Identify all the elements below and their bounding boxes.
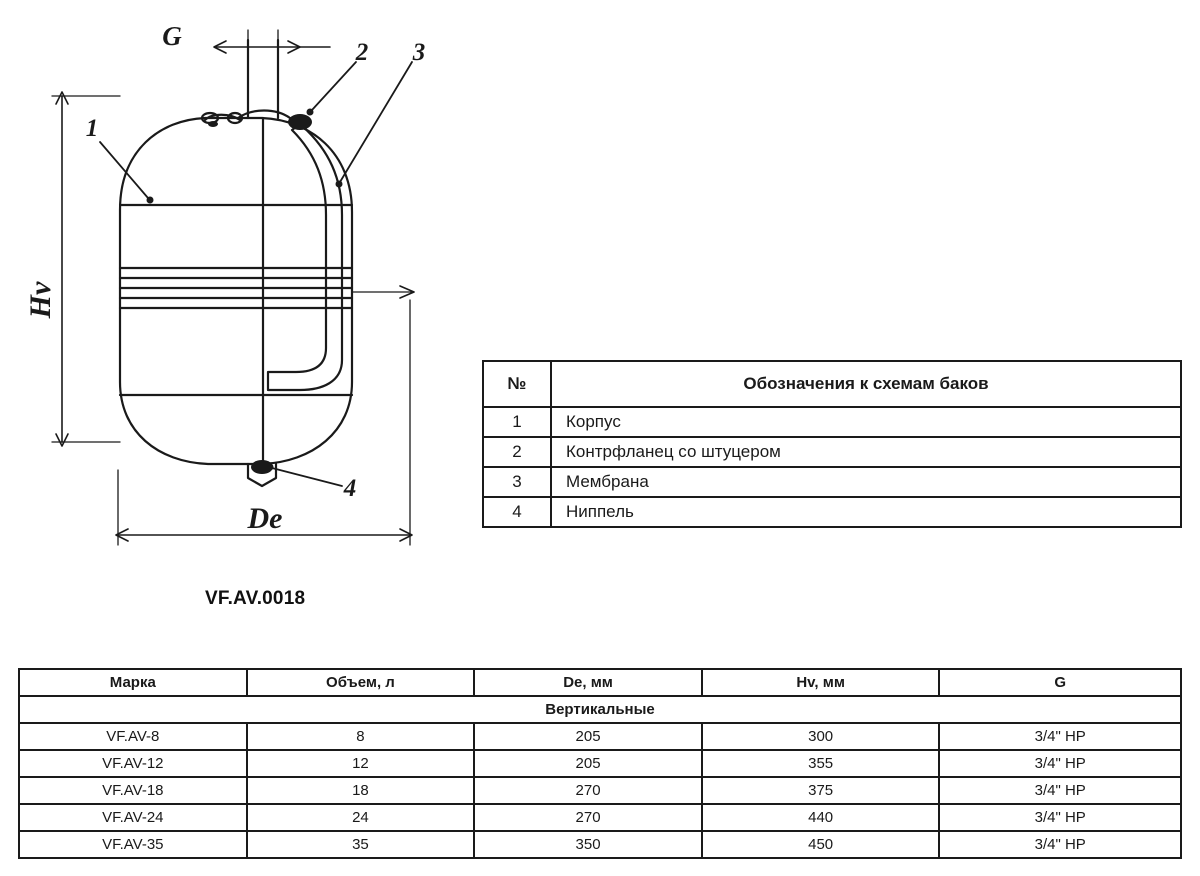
spec-cell-g: 3/4" НР [939, 723, 1181, 750]
callout-2-leader [312, 62, 356, 110]
callout-1-leader [100, 142, 148, 198]
legend-cell-number: 4 [483, 497, 551, 527]
callout-number-1: 1 [85, 115, 99, 142]
spec-cell-volume: 12 [247, 750, 475, 777]
callout-2-dot [307, 109, 314, 116]
spec-cell-mark: VF.AV-24 [19, 804, 247, 831]
table-row [19, 804, 1181, 831]
spec-cell-de: 270 [474, 777, 702, 804]
spec-header-hv: Hv, мм [702, 669, 940, 696]
top-flange-cap [238, 111, 290, 119]
spec-cell-hv: 375 [702, 777, 940, 804]
legend-cell-description: Мембрана [551, 467, 1181, 497]
spec-cell-hv: 300 [702, 723, 940, 750]
spec-cell-volume: 8 [247, 723, 475, 750]
callout-1-dot [147, 197, 154, 204]
spec-cell-g: 3/4" НР [939, 831, 1181, 858]
spec-cell-volume: 35 [247, 831, 475, 858]
spec-cell-volume: 18 [247, 777, 475, 804]
legend-header-row [483, 361, 1181, 407]
callout-number-2: 2 [355, 39, 369, 66]
table-row [483, 467, 1181, 497]
spec-cell-g: 3/4" НР [939, 804, 1181, 831]
table-row [483, 437, 1181, 467]
model-code-label: VF.AV.0018 [205, 588, 306, 609]
top-nozzle-pipe [248, 40, 278, 118]
legend-header-number: № [483, 361, 551, 407]
legend-header-description: Обозначения к схемам баков [551, 361, 1181, 407]
callout-4-dot [267, 464, 274, 471]
dimension-label-hv: Hv [24, 281, 57, 319]
spec-cell-g: 3/4" НР [939, 777, 1181, 804]
spec-section-row [19, 696, 1181, 723]
spec-cell-mark: VF.AV-8 [19, 723, 247, 750]
top-flange-seal [288, 114, 312, 130]
spec-cell-mark: VF.AV-12 [19, 750, 247, 777]
spec-cell-hv: 450 [702, 831, 940, 858]
tank-technical-drawing [0, 0, 470, 580]
callout-4-leader [272, 468, 342, 486]
spec-header-de: De, мм [474, 669, 702, 696]
spec-cell-mark: VF.AV-18 [19, 777, 247, 804]
spec-cell-volume: 24 [247, 804, 475, 831]
legend-cell-number: 1 [483, 407, 551, 437]
dimension-label-g: G [162, 21, 182, 51]
spec-header-g: G [939, 669, 1181, 696]
dimension-label-de: De [247, 502, 283, 535]
legend-cell-number: 3 [483, 467, 551, 497]
table-row [483, 407, 1181, 437]
spec-cell-de: 205 [474, 723, 702, 750]
legend-cell-number: 2 [483, 437, 551, 467]
spec-header-volume: Объем, л [247, 669, 475, 696]
spec-cell-de: 270 [474, 804, 702, 831]
spec-header-mark: Марка [19, 669, 247, 696]
table-row [19, 831, 1181, 858]
spec-cell-g: 3/4" НР [939, 750, 1181, 777]
spec-section-title: Вертикальные [19, 696, 1181, 723]
spec-cell-mark: VF.AV-35 [19, 831, 247, 858]
callout-number-3: 3 [412, 39, 426, 66]
spec-cell-de: 350 [474, 831, 702, 858]
spec-cell-de: 205 [474, 750, 702, 777]
table-row [19, 723, 1181, 750]
table-row [483, 497, 1181, 527]
membrane-shape [268, 124, 342, 390]
legend-cell-description: Ниппель [551, 497, 1181, 527]
spec-cell-hv: 440 [702, 804, 940, 831]
legend-cell-description: Корпус [551, 407, 1181, 437]
spec-cell-hv: 355 [702, 750, 940, 777]
callout-3-leader [340, 62, 412, 182]
callout-number-4: 4 [343, 475, 357, 502]
legend-table [482, 360, 1182, 528]
spec-header-row [19, 669, 1181, 696]
callout-3-dot [336, 181, 343, 188]
table-row [19, 750, 1181, 777]
table-row [19, 777, 1181, 804]
specification-table [18, 668, 1182, 859]
legend-cell-description: Контрфланец со штуцером [551, 437, 1181, 467]
tank-drawing-svg [0, 0, 470, 580]
top-flange-nut [208, 121, 218, 127]
